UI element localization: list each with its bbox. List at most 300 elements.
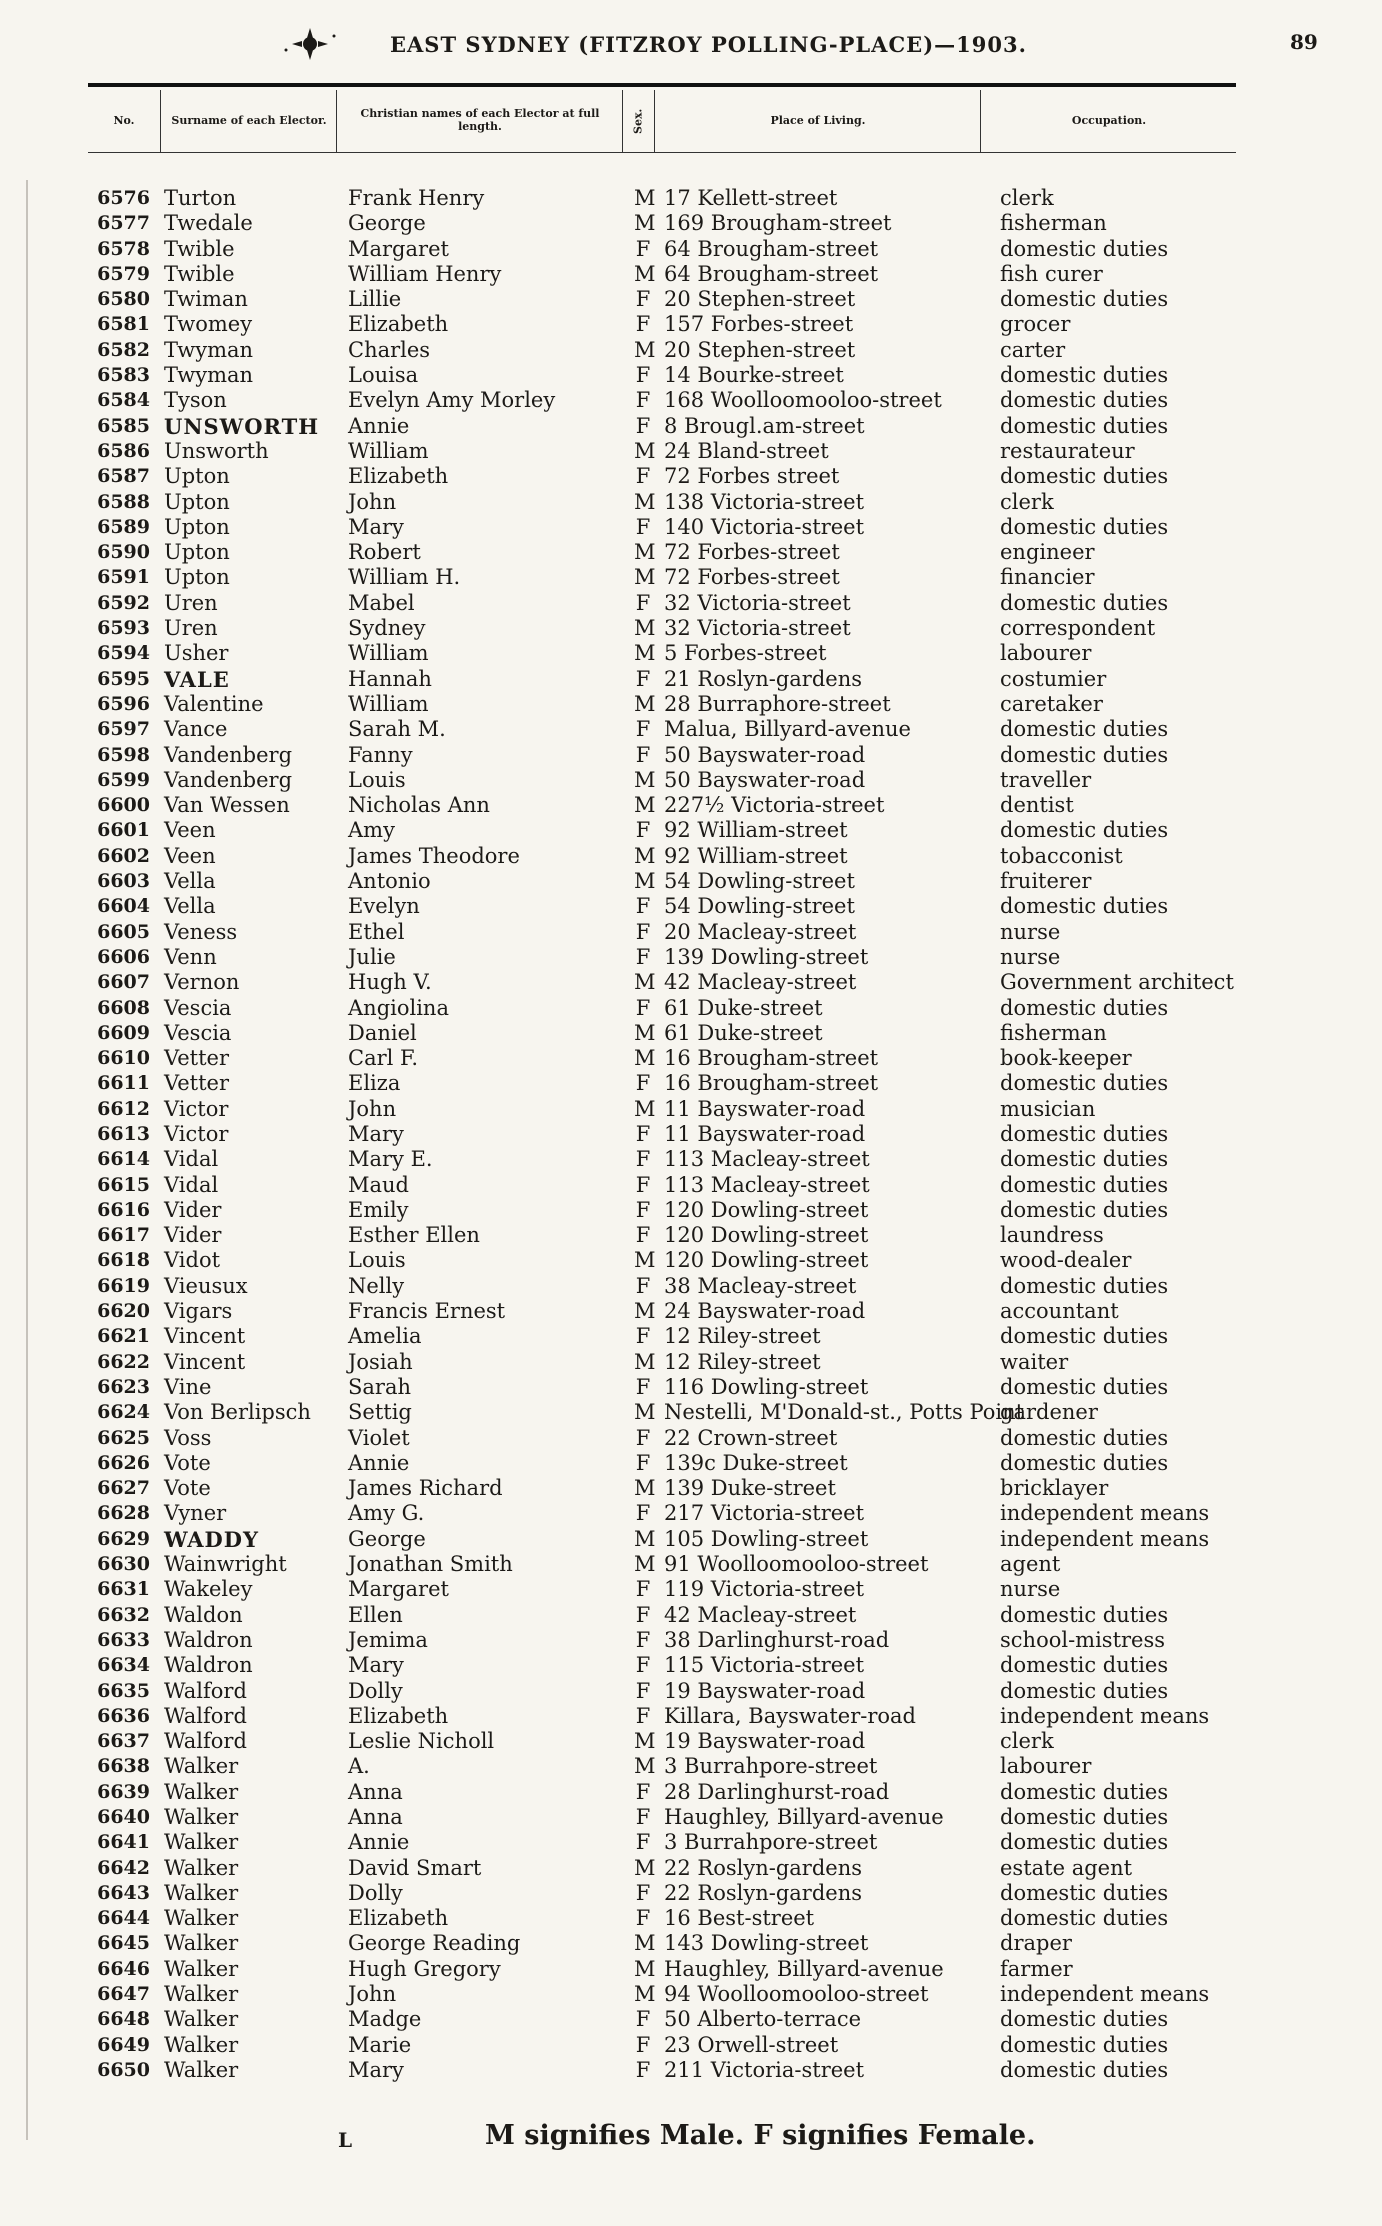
elector-sex: F (635, 666, 651, 691)
elector-number: 6596 (97, 692, 150, 715)
elector-place-of-living: 115 Victoria-street (664, 1653, 865, 1678)
table-row (0, 844, 1382, 869)
elector-place-of-living: 139c Duke-street (664, 1450, 848, 1475)
elector-number: 6621 (97, 1325, 150, 1348)
elector-surname: Van Wessen (164, 793, 290, 818)
elector-number: 6588 (97, 490, 150, 513)
elector-place-of-living: 138 Victoria-street (664, 489, 865, 514)
elector-sex: M (634, 186, 656, 210)
elector-sex: F (635, 413, 651, 438)
elector-number: 6629 (97, 1527, 150, 1550)
elector-surname: Unsworth (164, 438, 269, 463)
elector-number: 6645 (97, 1932, 150, 1955)
elector-occupation: domestic duties (1000, 1374, 1169, 1399)
elector-surname: Veen (164, 818, 216, 843)
elector-christian-names: Fanny (348, 742, 413, 767)
elector-number: 6583 (97, 364, 150, 387)
elector-occupation: agent (1000, 1552, 1061, 1577)
table-row (0, 1830, 1382, 1855)
elector-place-of-living: 139 Dowling-street (664, 944, 869, 969)
elector-surname: Usher (164, 641, 229, 666)
elector-occupation: domestic duties (1000, 894, 1169, 919)
elector-occupation: domestic duties (1000, 1197, 1169, 1222)
elector-christian-names: Annie (348, 1830, 410, 1855)
table-row (0, 1805, 1382, 1830)
elector-place-of-living: 24 Bayswater-road (664, 1299, 866, 1324)
elector-sex: F (635, 818, 651, 843)
table-row (0, 1856, 1382, 1881)
elector-place-of-living: 113 Macleay-street (664, 1172, 870, 1197)
elector-sex: F (635, 919, 651, 944)
elector-place-of-living: 169 Brougham-street (664, 211, 892, 236)
elector-christian-names: Lillie (348, 287, 402, 312)
elector-place-of-living: 20 Stephen-street (664, 337, 856, 362)
elector-occupation: costumier (1000, 666, 1107, 691)
elector-number: 6585 (97, 414, 150, 437)
elector-occupation: clerk (1000, 489, 1054, 514)
elector-surname: WADDY (164, 1526, 259, 1552)
elector-occupation: bricklayer (1000, 1476, 1109, 1501)
elector-sex: F (635, 1374, 651, 1399)
elector-number: 6618 (97, 1249, 150, 1272)
elector-christian-names: Hannah (348, 666, 432, 691)
elector-sex: M (634, 438, 656, 463)
elector-sex: M (634, 337, 656, 362)
elector-place-of-living: Nestelli, M'Donald-st., Potts Point (664, 1400, 1025, 1425)
elector-sex: M (634, 767, 656, 792)
elector-surname: Walker (164, 1906, 239, 1931)
elector-number: 6604 (97, 895, 150, 918)
elector-occupation: domestic duties (1000, 1147, 1169, 1172)
elector-christian-names: Madge (348, 2007, 422, 2032)
elector-christian-names: Elizabeth (348, 1703, 449, 1728)
elector-surname: Walker (164, 1982, 239, 2007)
table-row (0, 1501, 1382, 1526)
elector-place-of-living: 3 Burrahpore-street (664, 1754, 878, 1779)
table-row (0, 439, 1382, 464)
elector-place-of-living: 19 Bayswater-road (664, 1729, 866, 1754)
elector-sex: F (635, 363, 651, 388)
elector-place-of-living: 19 Bayswater-road (664, 1678, 866, 1703)
page-header (0, 26, 1382, 66)
elector-occupation: domestic duties (1000, 1906, 1169, 1931)
elector-sex: F (635, 464, 651, 489)
elector-sex: F (635, 995, 651, 1020)
elector-sex: F (635, 287, 651, 312)
elector-surname: Wakeley (164, 1577, 253, 1602)
elector-place-of-living: 8 Brougl.am-street (664, 413, 865, 438)
elector-number: 6650 (97, 2058, 150, 2081)
table-row (0, 262, 1382, 287)
elector-place-of-living: 20 Macleay-street (664, 919, 857, 944)
elector-number: 6631 (97, 1578, 150, 1601)
elector-surname: Tyson (164, 388, 227, 413)
elector-number: 6608 (97, 996, 150, 1019)
elector-occupation: domestic duties (1000, 1324, 1169, 1349)
elector-occupation: domestic duties (1000, 1779, 1169, 1804)
elector-number: 6586 (97, 439, 150, 462)
elector-sex: M (634, 1400, 656, 1425)
elector-occupation: domestic duties (1000, 1121, 1169, 1146)
elector-place-of-living: 21 Roslyn-gardens (664, 666, 863, 691)
elector-surname: Vernon (164, 970, 240, 995)
table-row (0, 1299, 1382, 1324)
elector-surname: Twiman (164, 287, 248, 312)
elector-occupation: domestic duties (1000, 464, 1169, 489)
elector-christian-names: Emily (348, 1197, 409, 1222)
elector-number: 6648 (97, 2008, 150, 2031)
elector-place-of-living: 116 Dowling-street (664, 1374, 869, 1399)
elector-surname: Walford (164, 1678, 247, 1703)
elector-surname: Uren (164, 590, 218, 615)
elector-number: 6591 (97, 566, 150, 589)
table-row (0, 1729, 1382, 1754)
elector-christian-names: John (348, 489, 397, 514)
elector-sex: M (634, 843, 656, 868)
elector-sex: M (634, 1096, 656, 1121)
elector-surname: Victor (164, 1096, 229, 1121)
elector-christian-names: Jemima (348, 1627, 428, 1652)
elector-christian-names: William (348, 438, 429, 463)
elector-occupation: labourer (1000, 1754, 1092, 1779)
elector-sex: M (634, 1349, 656, 1374)
elector-place-of-living: 140 Victoria-street (664, 514, 865, 539)
elector-number: 6641 (97, 1831, 150, 1854)
elector-number: 6603 (97, 870, 150, 893)
elector-number: 6647 (97, 1983, 150, 2006)
elector-occupation: nurse (1000, 1577, 1061, 1602)
elector-number: 6639 (97, 1780, 150, 1803)
elector-christian-names: James Richard (348, 1476, 503, 1501)
elector-place-of-living: 120 Dowling-street (664, 1197, 869, 1222)
table-row (0, 1274, 1382, 1299)
elector-christian-names: William (348, 641, 429, 666)
elector-surname: Walford (164, 1729, 247, 1754)
elector-christian-names: Marie (348, 2032, 412, 2057)
elector-occupation: waiter (1000, 1349, 1069, 1374)
elector-surname: Vance (164, 717, 228, 742)
table-row (0, 363, 1382, 388)
table-row (0, 1173, 1382, 1198)
table-row (0, 1653, 1382, 1678)
elector-place-of-living: Haughley, Billyard-avenue (664, 1805, 944, 1829)
elector-sex: F (635, 1703, 651, 1728)
elector-place-of-living: 24 Bland-street (664, 438, 829, 463)
column-header-occupation: Occupation. (980, 90, 1237, 152)
table-row (0, 1451, 1382, 1476)
elector-christian-names: Evelyn (348, 894, 420, 919)
elector-christian-names: George Reading (348, 1931, 521, 1956)
elector-place-of-living: 143 Dowling-street (664, 1931, 869, 1956)
table-row (0, 1198, 1382, 1223)
column-header-place: Place of Living. (654, 90, 981, 152)
column-header-christian-names: Christian names of each Elector at full length. (336, 90, 623, 152)
elector-surname: Walker (164, 2007, 239, 2032)
elector-number: 6646 (97, 1957, 150, 1980)
table-row (0, 1552, 1382, 1577)
elector-number: 6580 (97, 288, 150, 311)
table-row (0, 1021, 1382, 1046)
elector-number: 6579 (97, 262, 150, 285)
elector-sex: M (634, 1020, 656, 1045)
elector-sex: F (635, 1147, 651, 1172)
elector-number: 6623 (97, 1375, 150, 1398)
elector-sex: F (635, 388, 651, 413)
elector-occupation: domestic duties (1000, 1450, 1169, 1475)
elector-number: 6632 (97, 1603, 150, 1626)
table-row (0, 312, 1382, 337)
elector-number: 6605 (97, 920, 150, 943)
elector-number: 6593 (97, 617, 150, 640)
elector-sex: F (635, 1830, 651, 1855)
elector-christian-names: Nelly (348, 1273, 405, 1298)
elector-occupation: domestic duties (1000, 1805, 1169, 1829)
elector-occupation: domestic duties (1000, 742, 1169, 767)
elector-surname: Upton (164, 489, 230, 514)
elector-sex: F (635, 1653, 651, 1678)
elector-sex: M (634, 970, 656, 995)
elector-sex: F (635, 236, 651, 261)
elector-sex: F (635, 2007, 651, 2032)
elector-surname: Voss (164, 1425, 212, 1450)
elector-surname: Walker (164, 2032, 239, 2057)
elector-place-of-living: Killara, Bayswater-road (664, 1703, 916, 1728)
elector-sex: F (635, 1627, 651, 1652)
elector-sex: M (634, 1855, 656, 1880)
elector-surname: Upton (164, 464, 230, 489)
elector-surname: Veen (164, 843, 216, 868)
elector-sex: F (635, 312, 651, 337)
elector-surname: Vescia (164, 1020, 232, 1045)
elector-sex: F (635, 1602, 651, 1627)
elector-christian-names: Amy (348, 818, 395, 843)
table-row (0, 1122, 1382, 1147)
elector-sex: F (635, 1906, 651, 1931)
elector-number: 6637 (97, 1730, 150, 1753)
table-row (0, 1097, 1382, 1122)
elector-occupation: financier (1000, 565, 1095, 590)
table-row (0, 1476, 1382, 1501)
elector-occupation: independent means (1000, 1501, 1210, 1526)
elector-number: 6643 (97, 1881, 150, 1904)
elector-number: 6634 (97, 1654, 150, 1677)
elector-occupation: nurse (1000, 919, 1061, 944)
elector-occupation: labourer (1000, 641, 1092, 666)
elector-place-of-living: 92 William-street (664, 843, 848, 868)
table-row (0, 1780, 1382, 1805)
elector-place-of-living: 32 Victoria-street (664, 590, 851, 615)
elector-christian-names: Mary (348, 2057, 404, 2082)
elector-place-of-living: 38 Darlinghurst-road (664, 1627, 890, 1652)
elector-occupation: domestic duties (1000, 1273, 1169, 1298)
table-row (0, 717, 1382, 742)
sex-legend: M signifies Male. F signifies Female. (485, 2120, 1036, 2151)
elector-christian-names: Amelia (348, 1324, 422, 1349)
elector-christian-names: Mary (348, 1653, 404, 1678)
elector-occupation: tobacconist (1000, 843, 1123, 868)
elector-surname: Vidot (164, 1248, 221, 1273)
elector-occupation: domestic duties (1000, 1830, 1169, 1855)
table-row (0, 920, 1382, 945)
table-row (0, 1527, 1382, 1552)
elector-place-of-living: 22 Roslyn-gardens (664, 1855, 863, 1880)
elector-surname: Vetter (164, 1071, 230, 1096)
elector-christian-names: David Smart (348, 1855, 482, 1880)
elector-surname: Vote (164, 1476, 211, 1501)
elector-sex: F (635, 1880, 651, 1905)
table-row (0, 2058, 1382, 2083)
elector-christian-names: Nicholas Ann (348, 793, 490, 818)
table-row (0, 186, 1382, 211)
elector-christian-names: Annie (348, 413, 410, 438)
elector-place-of-living: 11 Bayswater-road (664, 1121, 866, 1146)
table-row (0, 1071, 1382, 1096)
elector-sex: M (634, 691, 656, 716)
table-row (0, 1603, 1382, 1628)
elector-occupation: domestic duties (1000, 1425, 1169, 1450)
table-row (0, 1223, 1382, 1248)
elector-sex: M (634, 1526, 656, 1551)
table-row (0, 237, 1382, 262)
elector-surname: Walker (164, 1931, 239, 1956)
elector-place-of-living: 17 Kellett-street (664, 186, 838, 210)
elector-sex: F (635, 894, 651, 919)
elector-number: 6595 (97, 667, 150, 690)
elector-sex: F (635, 1501, 651, 1526)
elector-place-of-living: 105 Dowling-street (664, 1526, 869, 1551)
elector-sex: M (634, 1982, 656, 2007)
elector-christian-names: William Henry (348, 261, 502, 286)
page-footer (0, 2120, 1382, 2160)
elector-surname: Vieusux (164, 1273, 248, 1298)
elector-occupation: domestic duties (1000, 363, 1169, 388)
elector-surname: Turton (164, 186, 237, 210)
elector-sex: F (635, 1779, 651, 1804)
elector-number: 6578 (97, 237, 150, 260)
elector-christian-names: Violet (348, 1425, 410, 1450)
elector-occupation: fisherman (1000, 1020, 1107, 1045)
elector-occupation: nurse (1000, 944, 1061, 969)
elector-occupation: grocer (1000, 312, 1071, 337)
table-row (0, 1046, 1382, 1071)
elector-number: 6581 (97, 313, 150, 336)
elector-christian-names: John (348, 1982, 397, 2007)
elector-christian-names: Elizabeth (348, 464, 449, 489)
elector-sex: F (635, 1172, 651, 1197)
elector-surname: Walker (164, 1779, 239, 1804)
elector-occupation: farmer (1000, 1956, 1073, 1981)
elector-surname: Valentine (164, 691, 264, 716)
elector-place-of-living: 42 Macleay-street (664, 1602, 857, 1627)
elector-number: 6635 (97, 1679, 150, 1702)
elector-place-of-living: 11 Bayswater-road (664, 1096, 866, 1121)
elector-christian-names: Eliza (348, 1071, 401, 1096)
elector-surname: Uren (164, 616, 218, 641)
elector-surname: Vetter (164, 1046, 230, 1071)
elector-surname: VALE (164, 666, 230, 692)
elector-list (0, 186, 1382, 2083)
elector-surname: Venn (164, 944, 217, 969)
elector-christian-names: Julie (348, 944, 396, 969)
elector-christian-names: Mary (348, 514, 404, 539)
elector-sex: M (634, 641, 656, 666)
elector-place-of-living: 16 Brougham-street (664, 1071, 879, 1096)
elector-surname: Walker (164, 1754, 239, 1779)
elector-sex: M (634, 1476, 656, 1501)
elector-number: 6597 (97, 718, 150, 741)
elector-christian-names: Carl F. (348, 1046, 418, 1071)
elector-number: 6649 (97, 2033, 150, 2056)
elector-christian-names: Sarah M. (348, 717, 446, 742)
elector-number: 6584 (97, 389, 150, 412)
elector-surname: Vincent (164, 1349, 246, 1374)
elector-place-of-living: Haughley, Billyard-avenue (664, 1956, 944, 1981)
elector-christian-names: Jonathan Smith (348, 1552, 513, 1577)
elector-occupation: Government architect (1000, 970, 1234, 995)
elector-occupation: estate agent (1000, 1855, 1133, 1880)
elector-occupation: domestic duties (1000, 1880, 1169, 1905)
elector-sex: F (635, 742, 651, 767)
elector-occupation: domestic duties (1000, 1172, 1169, 1197)
table-row (0, 1577, 1382, 1602)
elector-sex: M (634, 489, 656, 514)
table-row (0, 1931, 1382, 1956)
elector-christian-names: Anna (348, 1805, 403, 1829)
elector-number: 6642 (97, 1856, 150, 1879)
elector-place-of-living: 61 Duke-street (664, 995, 823, 1020)
table-row (0, 1704, 1382, 1729)
elector-surname: Walker (164, 2057, 239, 2082)
elector-sex: F (635, 1121, 651, 1146)
elector-occupation: engineer (1000, 540, 1095, 565)
elector-number: 6617 (97, 1224, 150, 1247)
elector-christian-names: Daniel (348, 1020, 417, 1045)
elector-occupation: domestic duties (1000, 1602, 1169, 1627)
table-row (0, 490, 1382, 515)
elector-sex: F (635, 1324, 651, 1349)
elector-christian-names: Mabel (348, 590, 415, 615)
elector-place-of-living: 92 William-street (664, 818, 848, 843)
elector-sex: F (635, 1425, 651, 1450)
elector-occupation: independent means (1000, 1526, 1210, 1551)
elector-occupation: domestic duties (1000, 388, 1169, 413)
elector-sex: F (635, 1223, 651, 1248)
elector-sex: M (634, 1552, 656, 1577)
elector-occupation: draper (1000, 1931, 1072, 1956)
elector-place-of-living: 139 Duke-street (664, 1476, 836, 1501)
elector-sex: M (634, 1729, 656, 1754)
elector-number: 6633 (97, 1628, 150, 1651)
elector-place-of-living: 50 Bayswater-road (664, 767, 866, 792)
elector-occupation: restaurateur (1000, 438, 1135, 463)
elector-place-of-living: 72 Forbes-street (664, 565, 840, 590)
elector-surname: Vyner (164, 1501, 227, 1526)
elector-place-of-living: 168 Woolloomooloo-street (664, 388, 942, 413)
elector-occupation: clerk (1000, 186, 1054, 210)
elector-christian-names: Elizabeth (348, 1906, 449, 1931)
elector-occupation: independent means (1000, 1703, 1210, 1728)
elector-christian-names: Amy G. (348, 1501, 425, 1526)
elector-sex: F (635, 2032, 651, 2057)
elector-occupation: domestic duties (1000, 717, 1169, 742)
table-row (0, 1881, 1382, 1906)
elector-surname: UNSWORTH (164, 413, 320, 439)
elector-sex: M (634, 261, 656, 286)
elector-surname: Walker (164, 1855, 239, 1880)
elector-number: 6610 (97, 1047, 150, 1070)
elector-place-of-living: 3 Burrahpore-street (664, 1830, 878, 1855)
elector-occupation: domestic duties (1000, 1678, 1169, 1703)
